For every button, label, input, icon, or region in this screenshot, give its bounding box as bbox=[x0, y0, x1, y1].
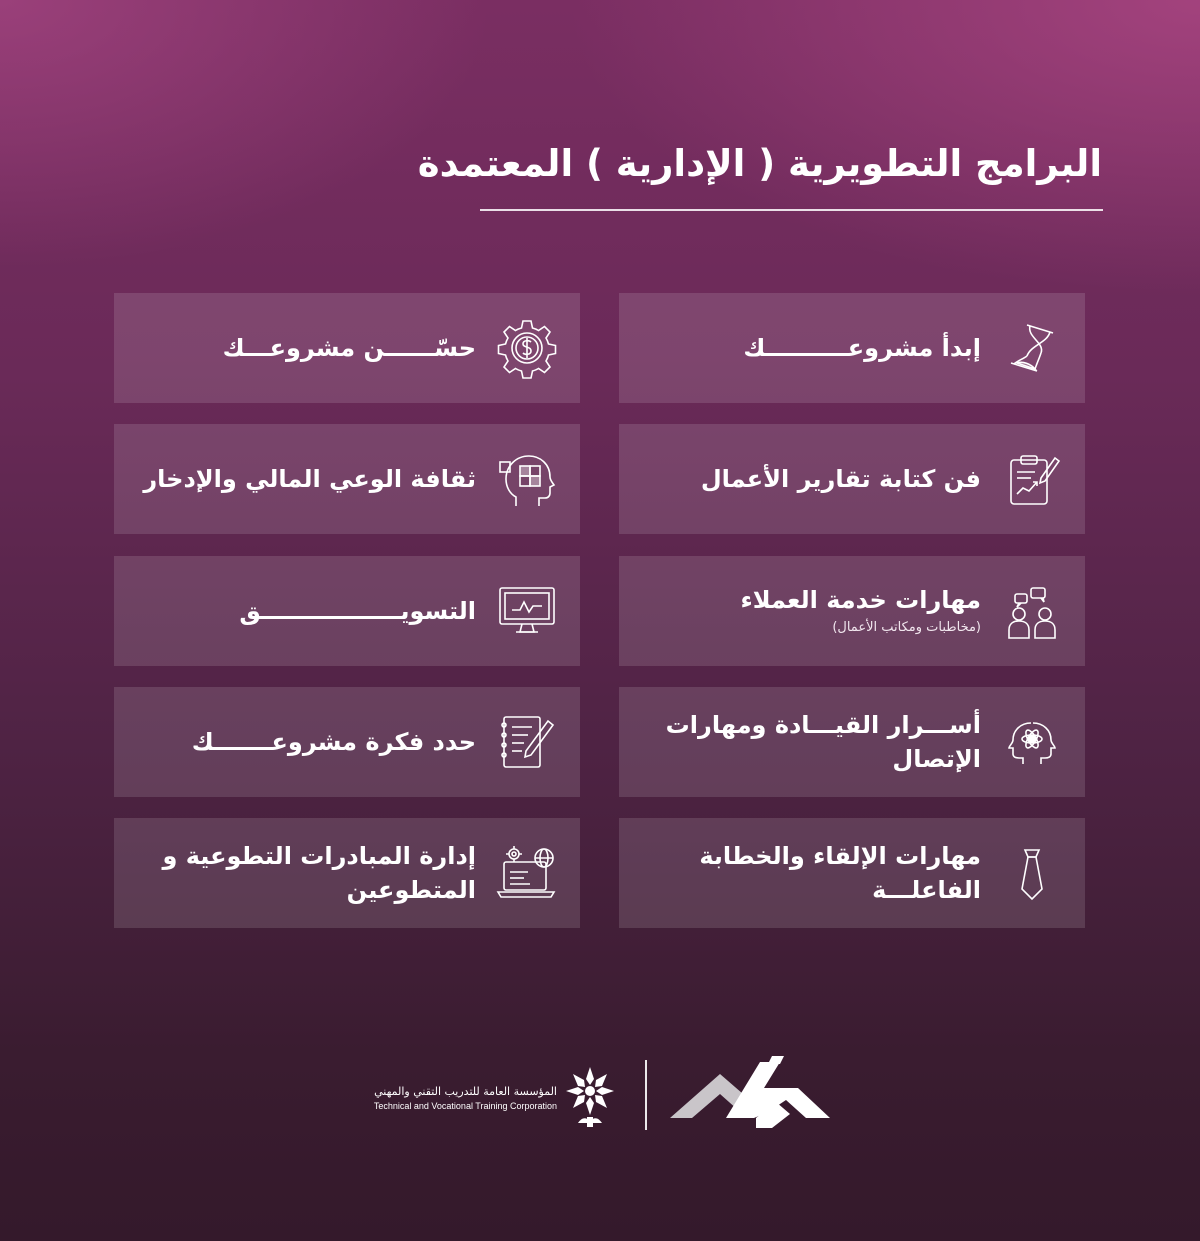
program-card-volunteer-initiatives[interactable] bbox=[114, 818, 580, 928]
program-label: إبدأ مشروعــــــــــك bbox=[743, 334, 981, 362]
program-card-start-project[interactable] bbox=[619, 293, 1085, 403]
program-card-project-idea[interactable] bbox=[114, 687, 580, 797]
program-label: ثقافة الوعي المالي والإدخار bbox=[143, 465, 476, 493]
program-label: مهارات خدمة العملاء bbox=[740, 586, 981, 614]
tvtc-name-english: Technical and Vocational Training Corporation bbox=[373, 1101, 557, 1111]
footer-divider bbox=[645, 1060, 647, 1130]
clipboard-report-icon bbox=[1001, 448, 1063, 510]
hourglass-icon bbox=[1001, 317, 1063, 379]
program-card-public-speaking[interactable] bbox=[619, 818, 1085, 928]
program-label: التسويـــــــــــــــــق bbox=[239, 597, 476, 625]
title-underline bbox=[480, 209, 1103, 211]
program-card-improve-project[interactable] bbox=[114, 293, 580, 403]
program-card-customer-service[interactable] bbox=[619, 556, 1085, 666]
head-puzzle-icon bbox=[496, 448, 558, 510]
tvtc-flower-logo bbox=[560, 1063, 620, 1129]
customers-chat-icon bbox=[1001, 580, 1063, 642]
program-label: حسّــــــن مشروعـــك bbox=[222, 334, 476, 362]
program-label: مهارات الإلقاء والخطابة الفاعلـــة bbox=[699, 842, 981, 904]
tvtc-name-arabic: المؤسسة العامة للتدريب التقني والمهني bbox=[374, 1085, 557, 1098]
program-card-business-reports[interactable] bbox=[619, 424, 1085, 534]
program-label: فن كتابة تقارير الأعمال bbox=[700, 465, 981, 493]
program-card-financial-awareness[interactable] bbox=[114, 424, 580, 534]
brand-mountain-logo bbox=[668, 1052, 834, 1130]
program-label: أســـرار القيـــادة ومهارات الإتصال bbox=[665, 711, 981, 773]
laptop-gear-globe-icon bbox=[496, 842, 558, 904]
program-sublabel: (مخاطبات ومكاتب الأعمال) bbox=[832, 620, 981, 635]
notebook-pen-icon bbox=[496, 711, 558, 773]
program-label: حدد فكرة مشروعـــــــك bbox=[191, 728, 476, 756]
gear-dollar-icon bbox=[496, 317, 558, 379]
program-card-marketing[interactable] bbox=[114, 556, 580, 666]
program-label: إدارة المبادرات التطوعية و المتطوعين bbox=[162, 842, 476, 904]
heads-communication-icon bbox=[1001, 711, 1063, 773]
page-title: البرامج التطويرية ( الإدارية ) المعتمدة bbox=[417, 142, 1102, 185]
program-card-leadership[interactable] bbox=[619, 687, 1085, 797]
monitor-chart-icon bbox=[496, 580, 558, 642]
tie-icon bbox=[1001, 842, 1063, 904]
